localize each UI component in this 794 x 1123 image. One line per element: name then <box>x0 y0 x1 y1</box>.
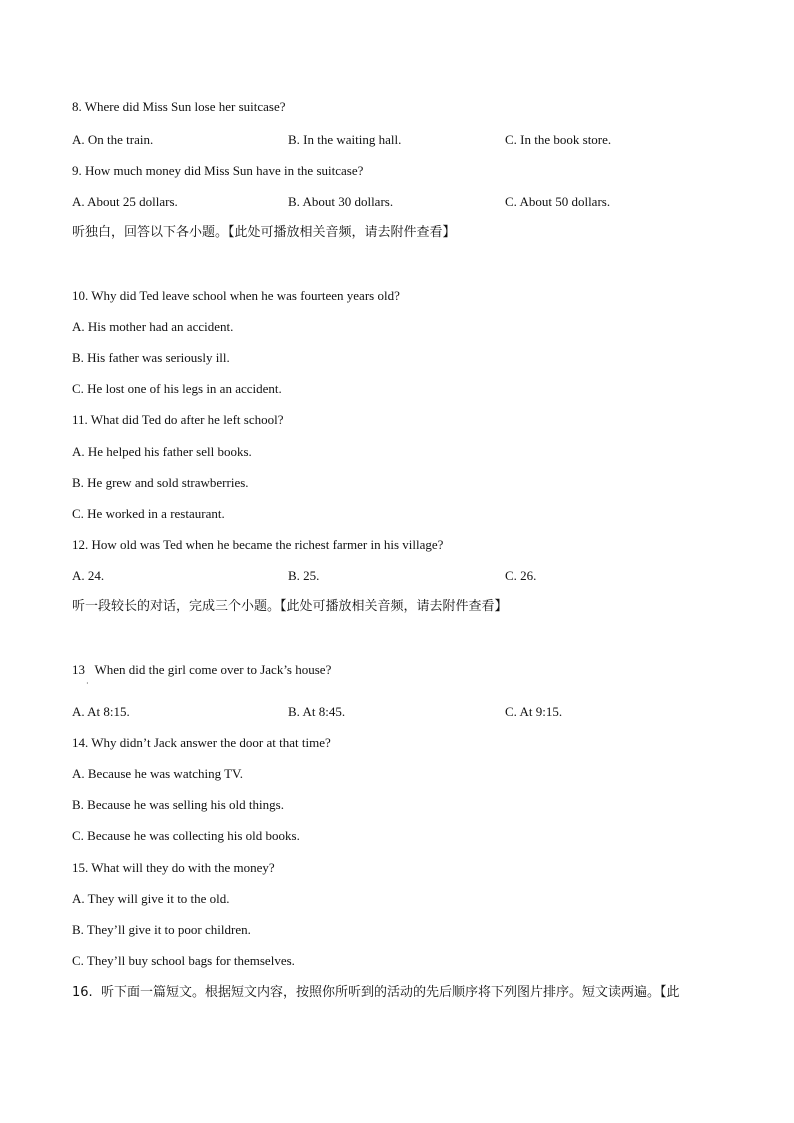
question-16-stem: 16. 听下面一篇短文。根据短文内容，按照你所听到的活动的先后顺序将下列图片排序。短文读两遍。【此 <box>72 985 680 1000</box>
question-15-option-c: C. They’ll buy school bags for themselves. <box>72 953 295 968</box>
question-12-option-a: A. 24. <box>72 568 105 583</box>
question-15-stem: 15. What will they do with the money? <box>72 860 275 875</box>
section-heading-monologue: 听独白，回答以下各小题。【此处可播放相关音频，请去附件查看】 <box>72 225 456 240</box>
question-11-stem: 11. What did Ted do after he left school? <box>72 412 284 427</box>
question-9-option-c: C. About 50 dollars. <box>505 194 611 209</box>
question-13-option-a: A. At 8:15. <box>72 704 130 719</box>
question-13-option-b: B. At 8:45. <box>288 704 346 719</box>
question-12-option-c: C. 26. <box>505 568 537 583</box>
question-8-option-b: B. In the waiting hall. <box>288 132 402 147</box>
question-11-option-a: A. He helped his father sell books. <box>72 444 252 459</box>
stray-dot-mark: · <box>86 679 89 688</box>
question-14-option-c: C. Because he was collecting his old books. <box>72 828 300 843</box>
question-10-option-c: C. He lost one of his legs in an accident. <box>72 381 282 396</box>
question-9-option-a: A. About 25 dollars. <box>72 194 178 209</box>
question-9-stem: 9. How much money did Miss Sun have in the suitcase? <box>72 163 364 178</box>
question-10-option-b: B. His father was seriously ill. <box>72 350 230 365</box>
section-heading-dialogue: 听一段较长的对话，完成三个小题。【此处可播放相关音频，请去附件查看】 <box>72 599 508 614</box>
question-12-stem: 12. How old was Ted when he became the richest farmer in his village? <box>72 537 444 552</box>
question-11-option-c: C. He worked in a restaurant. <box>72 506 225 521</box>
question-15-option-a: A. They will give it to the old. <box>72 891 230 906</box>
question-8-stem: 8. Where did Miss Sun lose her suitcase? <box>72 99 286 114</box>
question-11-option-b: B. He grew and sold strawberries. <box>72 475 249 490</box>
question-8-option-a: A. On the train. <box>72 132 154 147</box>
question-14-option-b: B. Because he was selling his old things. <box>72 797 284 812</box>
question-9-option-b: B. About 30 dollars. <box>288 194 394 209</box>
question-10-stem: 10. Why did Ted leave school when he was fourteen years old? <box>72 288 400 303</box>
question-14-stem: 14. Why didn’t Jack answer the door at that time? <box>72 735 331 750</box>
question-13-stem: 13 When did the girl come over to Jack’s house? <box>72 662 332 677</box>
question-8-option-c: C. In the book store. <box>505 132 612 147</box>
question-12-option-b: B. 25. <box>288 568 320 583</box>
question-13-option-c: C. At 9:15. <box>505 704 563 719</box>
question-15-option-b: B. They’ll give it to poor children. <box>72 922 251 937</box>
question-14-option-a: A. Because he was watching TV. <box>72 766 244 781</box>
question-10-option-a: A. His mother had an accident. <box>72 319 234 334</box>
